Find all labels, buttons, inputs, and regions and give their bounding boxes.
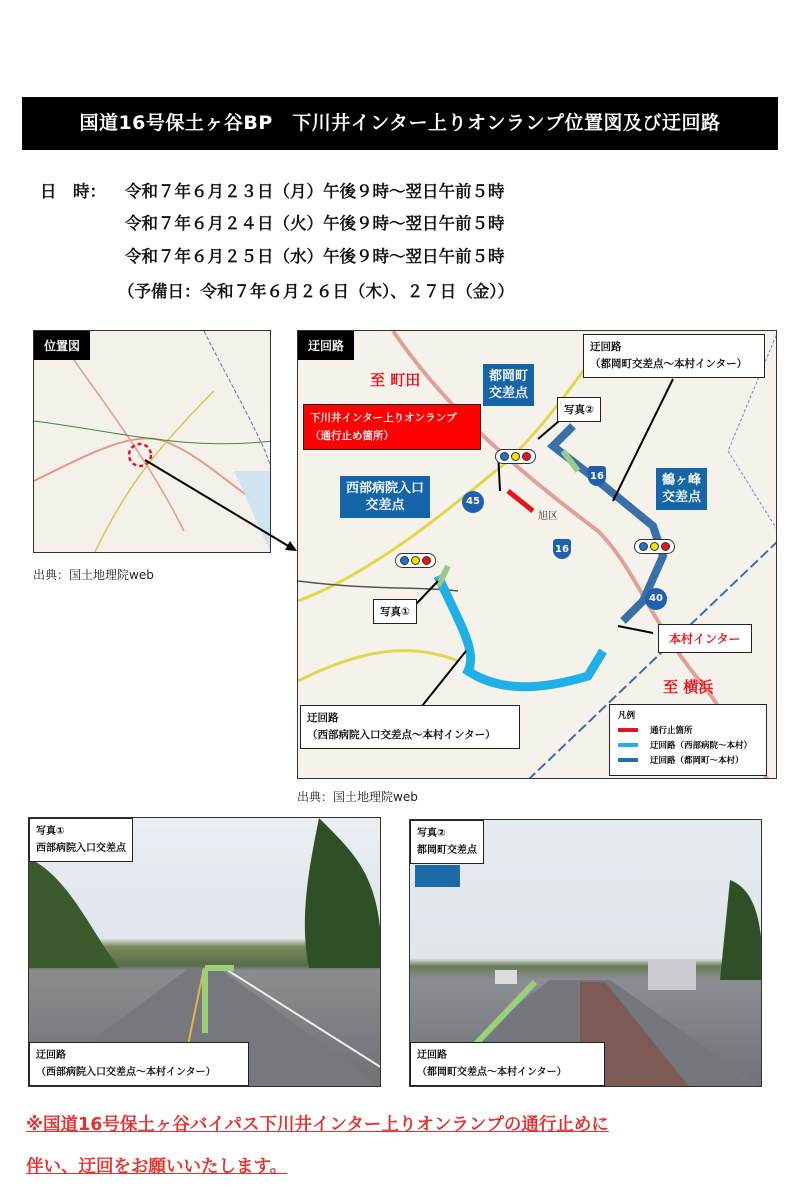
seibu-line2: 交差点 (365, 498, 405, 513)
photo-2-route-line2: （都岡町交差点～本村インター） (417, 1067, 567, 1078)
route-16-shield: 16 (553, 539, 571, 559)
photo-2-title: 写真② (417, 828, 446, 839)
tsuokacho-callout (483, 364, 534, 406)
pointer-arrow (140, 455, 300, 555)
direction-machida: 至 町田 (370, 371, 421, 389)
photo-1-title: 写真① (36, 826, 65, 837)
tsuokacho-line2: 交差点 (489, 386, 529, 401)
tsuokacho-line1: 都岡町 (489, 369, 529, 384)
detour-map-source: 出典：国土地理院web (297, 790, 418, 804)
tsurugamine-line2: 交差点 (662, 490, 702, 505)
legend-item (618, 754, 758, 766)
page-title: 国道16号保土ヶ谷BP 下川井インター上りオンランプ位置図及び迂回路 (22, 97, 778, 150)
legend-label: 迂回路（西部病院～本村） (650, 741, 753, 751)
legend-item (618, 724, 758, 736)
photo-1-route-line1: 迂回路 (36, 1050, 66, 1061)
photo-2-route (410, 1042, 605, 1086)
photo1-marker: 写真① (373, 599, 417, 624)
legend-item (618, 739, 758, 751)
traffic-light-icon (634, 539, 675, 554)
location-map-label: 位置図 (34, 331, 90, 360)
place-asahi: 旭区 (538, 511, 558, 522)
photo-2-route-line1: 迂回路 (417, 1050, 447, 1061)
schedule-date-3: 令和７年６月２５日（水）午後９時～翌日午前５時 (125, 247, 505, 266)
legend-swatch (618, 743, 638, 747)
legend-swatch (618, 728, 638, 732)
route-40-shield: 40 (645, 588, 667, 610)
detour-map (297, 330, 777, 779)
schedule-label: 日 時： (40, 182, 106, 201)
traffic-light-icon (495, 449, 536, 464)
route-top-line1: 迂回路 (590, 341, 622, 353)
route-top-callout (583, 334, 765, 378)
legend (609, 704, 767, 776)
traffic-light-icon (395, 553, 436, 568)
photo-1-subtitle: 西部病院入口交差点 (36, 843, 126, 854)
photo2-marker: 写真② (557, 397, 601, 422)
schedule-date-1: 令和７年６月２３日（月）午後９時～翌日午前５時 (125, 182, 505, 201)
notice-line-2: 伴い、迂回をお願いいたします。 (26, 1157, 288, 1177)
schedule-date-2: 令和７年６月２４日（火）午後９時～翌日午前５時 (125, 214, 505, 233)
photo-2-caption (410, 820, 484, 864)
legend-swatch (618, 758, 638, 762)
tsurugamine-line1: 鶴ヶ峰 (662, 473, 702, 488)
legend-label: 迂回路（都岡町～本村） (650, 756, 744, 766)
location-map-source: 出典：国土地理院web (33, 568, 154, 582)
photo-1-route (29, 1042, 249, 1086)
route-16-shield: 16 (588, 466, 606, 486)
notice-line-1: ※国道16号保土ヶ谷バイパス下川井インター上りオンランプの通行止めに (26, 1115, 609, 1135)
route-bottom-callout (300, 705, 520, 749)
seibu-line1: 西部病院入口 (346, 481, 425, 496)
legend-label: 通行止箇所 (650, 726, 693, 736)
detour-map-label: 迂回路 (298, 331, 354, 360)
schedule-reserve: （予備日：令和７年６月２６日（木）、２７日（金）） (118, 282, 514, 301)
route-bottom-line1: 迂回路 (307, 712, 339, 724)
closure-callout (303, 404, 481, 450)
seibu-callout (340, 476, 430, 518)
direction-yokohama: 至 横浜 (663, 678, 714, 696)
route-bottom-line2: （西部病院入口交差点～本村インター） (307, 729, 496, 741)
photo-2 (409, 819, 762, 1087)
route-45-shield: 45 (462, 491, 484, 513)
photo-1-caption (29, 818, 133, 862)
closure-line1: 下川井インター上りオンランプ (310, 412, 457, 424)
photo-2-subtitle: 都岡町交差点 (417, 845, 477, 856)
honmura-callout: 本村インター (658, 624, 752, 653)
route-top-line2: （都岡町交差点～本村インター） (590, 358, 748, 370)
closure-line2: （通行止め箇所） (310, 430, 394, 442)
photo-1-route-line2: （西部病院入口交差点～本村インター） (36, 1067, 216, 1078)
legend-title: 凡例 (618, 711, 636, 721)
tsurugamine-callout (656, 468, 707, 510)
photo-1 (28, 817, 381, 1087)
